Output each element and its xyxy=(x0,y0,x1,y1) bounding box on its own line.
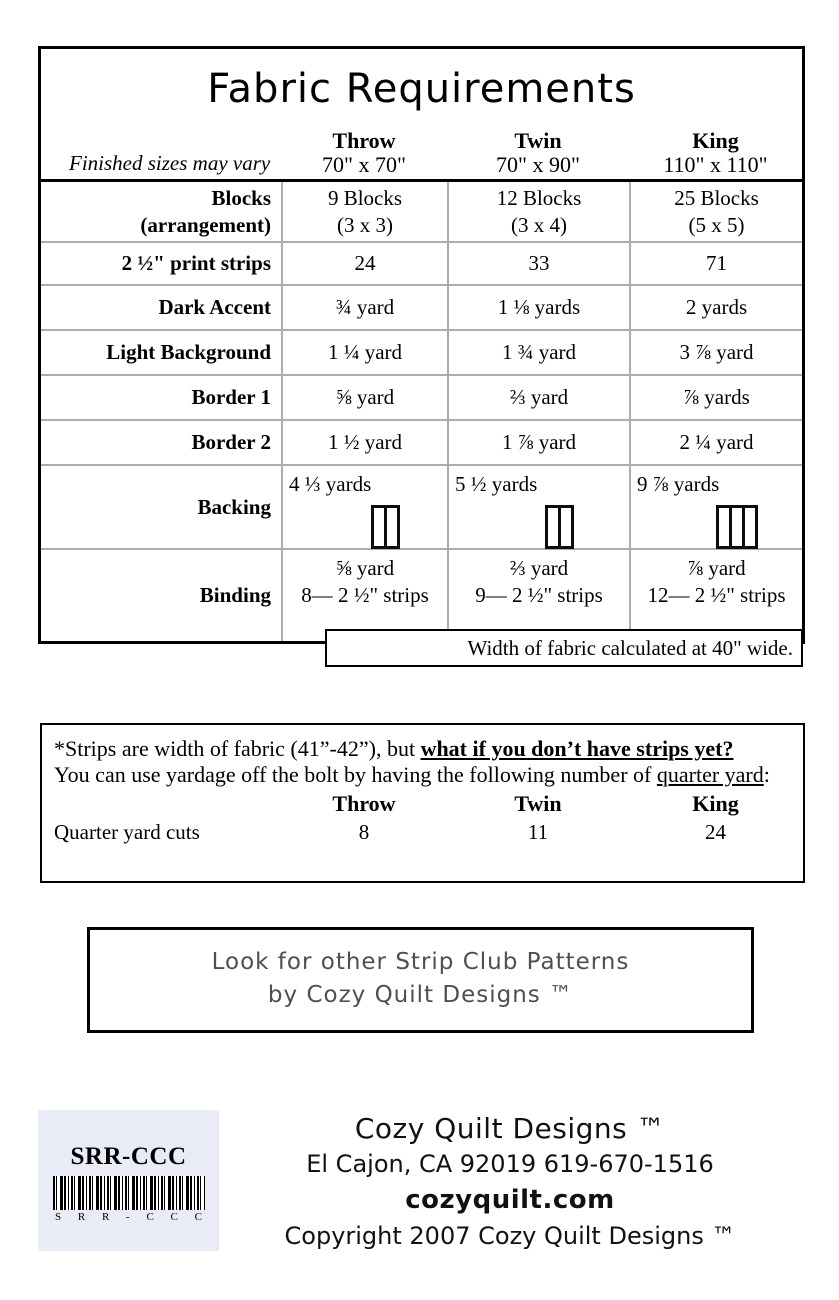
row-value xyxy=(447,331,629,374)
table-row xyxy=(41,329,802,374)
fabric-requirements-table xyxy=(38,46,805,644)
column-size: 70" x 90" xyxy=(496,152,580,177)
row-value-text: 9 ⅞ yards xyxy=(637,472,720,496)
row-value xyxy=(629,331,802,374)
row-value xyxy=(447,466,629,549)
quarter-value-throw: 8 xyxy=(358,820,370,844)
row-label xyxy=(41,550,281,641)
row-value-text: ⅔ yard xyxy=(509,385,569,409)
spacer xyxy=(54,791,281,817)
column-header-king xyxy=(629,129,802,179)
row-value xyxy=(629,550,802,641)
row-value-text: 8— 2 ½" strips xyxy=(301,583,429,607)
row-value-text: 33 xyxy=(528,251,550,275)
quarter-row-label: Quarter yard cuts xyxy=(54,820,200,844)
row-value-text: 1 ½ yard xyxy=(327,430,403,454)
row-label xyxy=(41,286,281,329)
club-patterns-line2: by Cozy Quilt Designs ™ xyxy=(267,982,574,1008)
row-label-text: Backing xyxy=(197,495,271,519)
row-value-text: 9— 2 ½" strips xyxy=(475,583,603,607)
table-title: Fabric Requirements xyxy=(207,66,636,112)
table-row xyxy=(41,548,802,641)
row-value-text: 4 ⅓ yards xyxy=(289,472,372,496)
row-value-text: 25 Blocks xyxy=(674,185,759,210)
row-value xyxy=(629,182,802,241)
column-size: 70" x 70" xyxy=(322,152,406,177)
strips-note-line2-end: : xyxy=(763,762,770,787)
copyright-line: Copyright 2007 Cozy Quilt Designs ™ xyxy=(284,1222,736,1250)
row-value xyxy=(629,421,802,464)
column-size: 110" x 110" xyxy=(663,152,768,177)
row-label xyxy=(41,182,281,241)
company-website: cozyquilt.com xyxy=(405,1185,615,1215)
table-row xyxy=(41,374,802,419)
row-value xyxy=(281,550,447,641)
quarter-col-king: King xyxy=(692,791,739,816)
row-value-text: 1 ¾ yard xyxy=(501,340,577,364)
row-value-text: ⅞ yards xyxy=(683,385,750,409)
row-value xyxy=(281,466,447,549)
row-value xyxy=(447,286,629,329)
column-header-throw xyxy=(281,129,447,179)
row-label-text: Blocks xyxy=(211,185,271,210)
column-header-twin xyxy=(447,129,629,179)
strips-note-line2-underline: quarter yard xyxy=(656,762,764,787)
column-name: Throw xyxy=(332,128,396,153)
row-value xyxy=(629,466,802,549)
club-patterns-box xyxy=(87,927,754,1033)
quarter-yard-header-row xyxy=(54,791,797,817)
row-label-text: Border 1 xyxy=(191,385,271,409)
finished-sizes-note: Finished sizes may vary xyxy=(69,151,271,175)
row-value xyxy=(629,376,802,419)
row-value xyxy=(447,550,629,641)
strips-note-line1-emphasis: what if you don’t have strips yet? xyxy=(420,736,734,761)
table-row xyxy=(41,419,802,464)
table-row xyxy=(41,284,802,329)
barcode-subtext: S R R - C C C xyxy=(55,1211,209,1223)
row-label-text: Light Background xyxy=(106,340,271,364)
row-value-text: ⅞ yard xyxy=(687,556,746,580)
row-value-text: ¾ yard xyxy=(335,295,395,319)
table-body xyxy=(41,182,802,641)
strips-note-line2 xyxy=(54,762,797,788)
row-value-text: 2 ¼ yard xyxy=(679,430,754,454)
row-label-text: (arrangement) xyxy=(140,212,271,237)
row-value xyxy=(281,182,447,241)
row-value xyxy=(447,376,629,419)
row-value-text: (5 x 5) xyxy=(688,212,745,237)
table-header-row xyxy=(41,129,802,182)
club-patterns-line1: Look for other Strip Club Patterns xyxy=(211,949,630,975)
row-value xyxy=(281,421,447,464)
table-row xyxy=(41,464,802,548)
row-value-text: 1 ⅞ yard xyxy=(501,430,577,454)
backing-panels-icon xyxy=(371,505,400,549)
row-value-text: ⅝ yard xyxy=(335,385,395,409)
row-value-text: (3 x 3) xyxy=(337,212,393,237)
strips-note-line1 xyxy=(54,736,797,762)
row-value-text: 71 xyxy=(706,251,727,275)
row-value xyxy=(447,182,629,241)
row-label-text: Dark Accent xyxy=(158,295,271,319)
row-value xyxy=(447,243,629,284)
row-label xyxy=(41,376,281,419)
quarter-col-throw: Throw xyxy=(332,791,396,816)
strips-note-line2-text: You can use yardage off the bolt by having the following number of xyxy=(54,762,657,787)
table-row xyxy=(41,182,802,241)
strips-note-line1-text: *Strips are width of fabric (41”-42”), but xyxy=(54,736,421,761)
row-label xyxy=(41,243,281,284)
table-row xyxy=(41,241,802,284)
row-value xyxy=(629,243,802,284)
row-value-text: 3 ⅞ yard xyxy=(679,340,754,364)
row-label-text: 2 ½" print strips xyxy=(121,251,271,275)
row-value xyxy=(447,421,629,464)
quarter-value-king: 24 xyxy=(705,820,726,844)
quarter-col-twin: Twin xyxy=(514,791,562,816)
row-value-text: 5 ½ yards xyxy=(455,472,538,496)
row-value-text: ⅝ yard xyxy=(335,556,395,580)
column-name: King xyxy=(692,128,739,153)
row-label-text: Binding xyxy=(199,583,271,607)
row-value-text: 1 ⅛ yards xyxy=(497,295,581,319)
product-code: SRR-CCC xyxy=(70,1143,187,1170)
barcode-icon xyxy=(53,1176,205,1210)
row-value xyxy=(281,331,447,374)
company-address: El Cajon, CA 92019 619-670-1516 xyxy=(306,1150,714,1178)
row-value xyxy=(281,286,447,329)
row-value-text: 24 xyxy=(354,251,376,275)
row-value xyxy=(629,286,802,329)
row-label xyxy=(41,421,281,464)
backing-panels-icon xyxy=(545,505,574,549)
company-footer xyxy=(235,1112,785,1250)
row-value-text: ⅔ yard xyxy=(509,556,569,580)
row-value xyxy=(281,376,447,419)
barcode-label xyxy=(38,1110,219,1251)
backing-panels-icon xyxy=(716,505,758,549)
row-value-text: 2 yards xyxy=(685,295,748,319)
row-value-text: (3 x 4) xyxy=(511,212,567,237)
company-name: Cozy Quilt Designs ™ xyxy=(354,1112,666,1145)
row-value-text: 1 ¼ yard xyxy=(327,340,403,364)
quarter-value-twin: 11 xyxy=(527,820,549,844)
row-label-text: Border 2 xyxy=(191,430,271,454)
row-value-text: 12— 2 ½" strips xyxy=(647,583,786,607)
row-label xyxy=(41,331,281,374)
width-note-box: Width of fabric calculated at 40" wide. xyxy=(325,629,803,667)
quarter-yard-value-row xyxy=(54,819,797,845)
strips-note-box xyxy=(40,723,805,883)
row-value-text: 9 Blocks xyxy=(327,185,403,210)
row-value xyxy=(281,243,447,284)
row-value-text: 12 Blocks xyxy=(496,185,582,210)
column-name: Twin xyxy=(514,128,562,153)
row-label xyxy=(41,466,281,549)
